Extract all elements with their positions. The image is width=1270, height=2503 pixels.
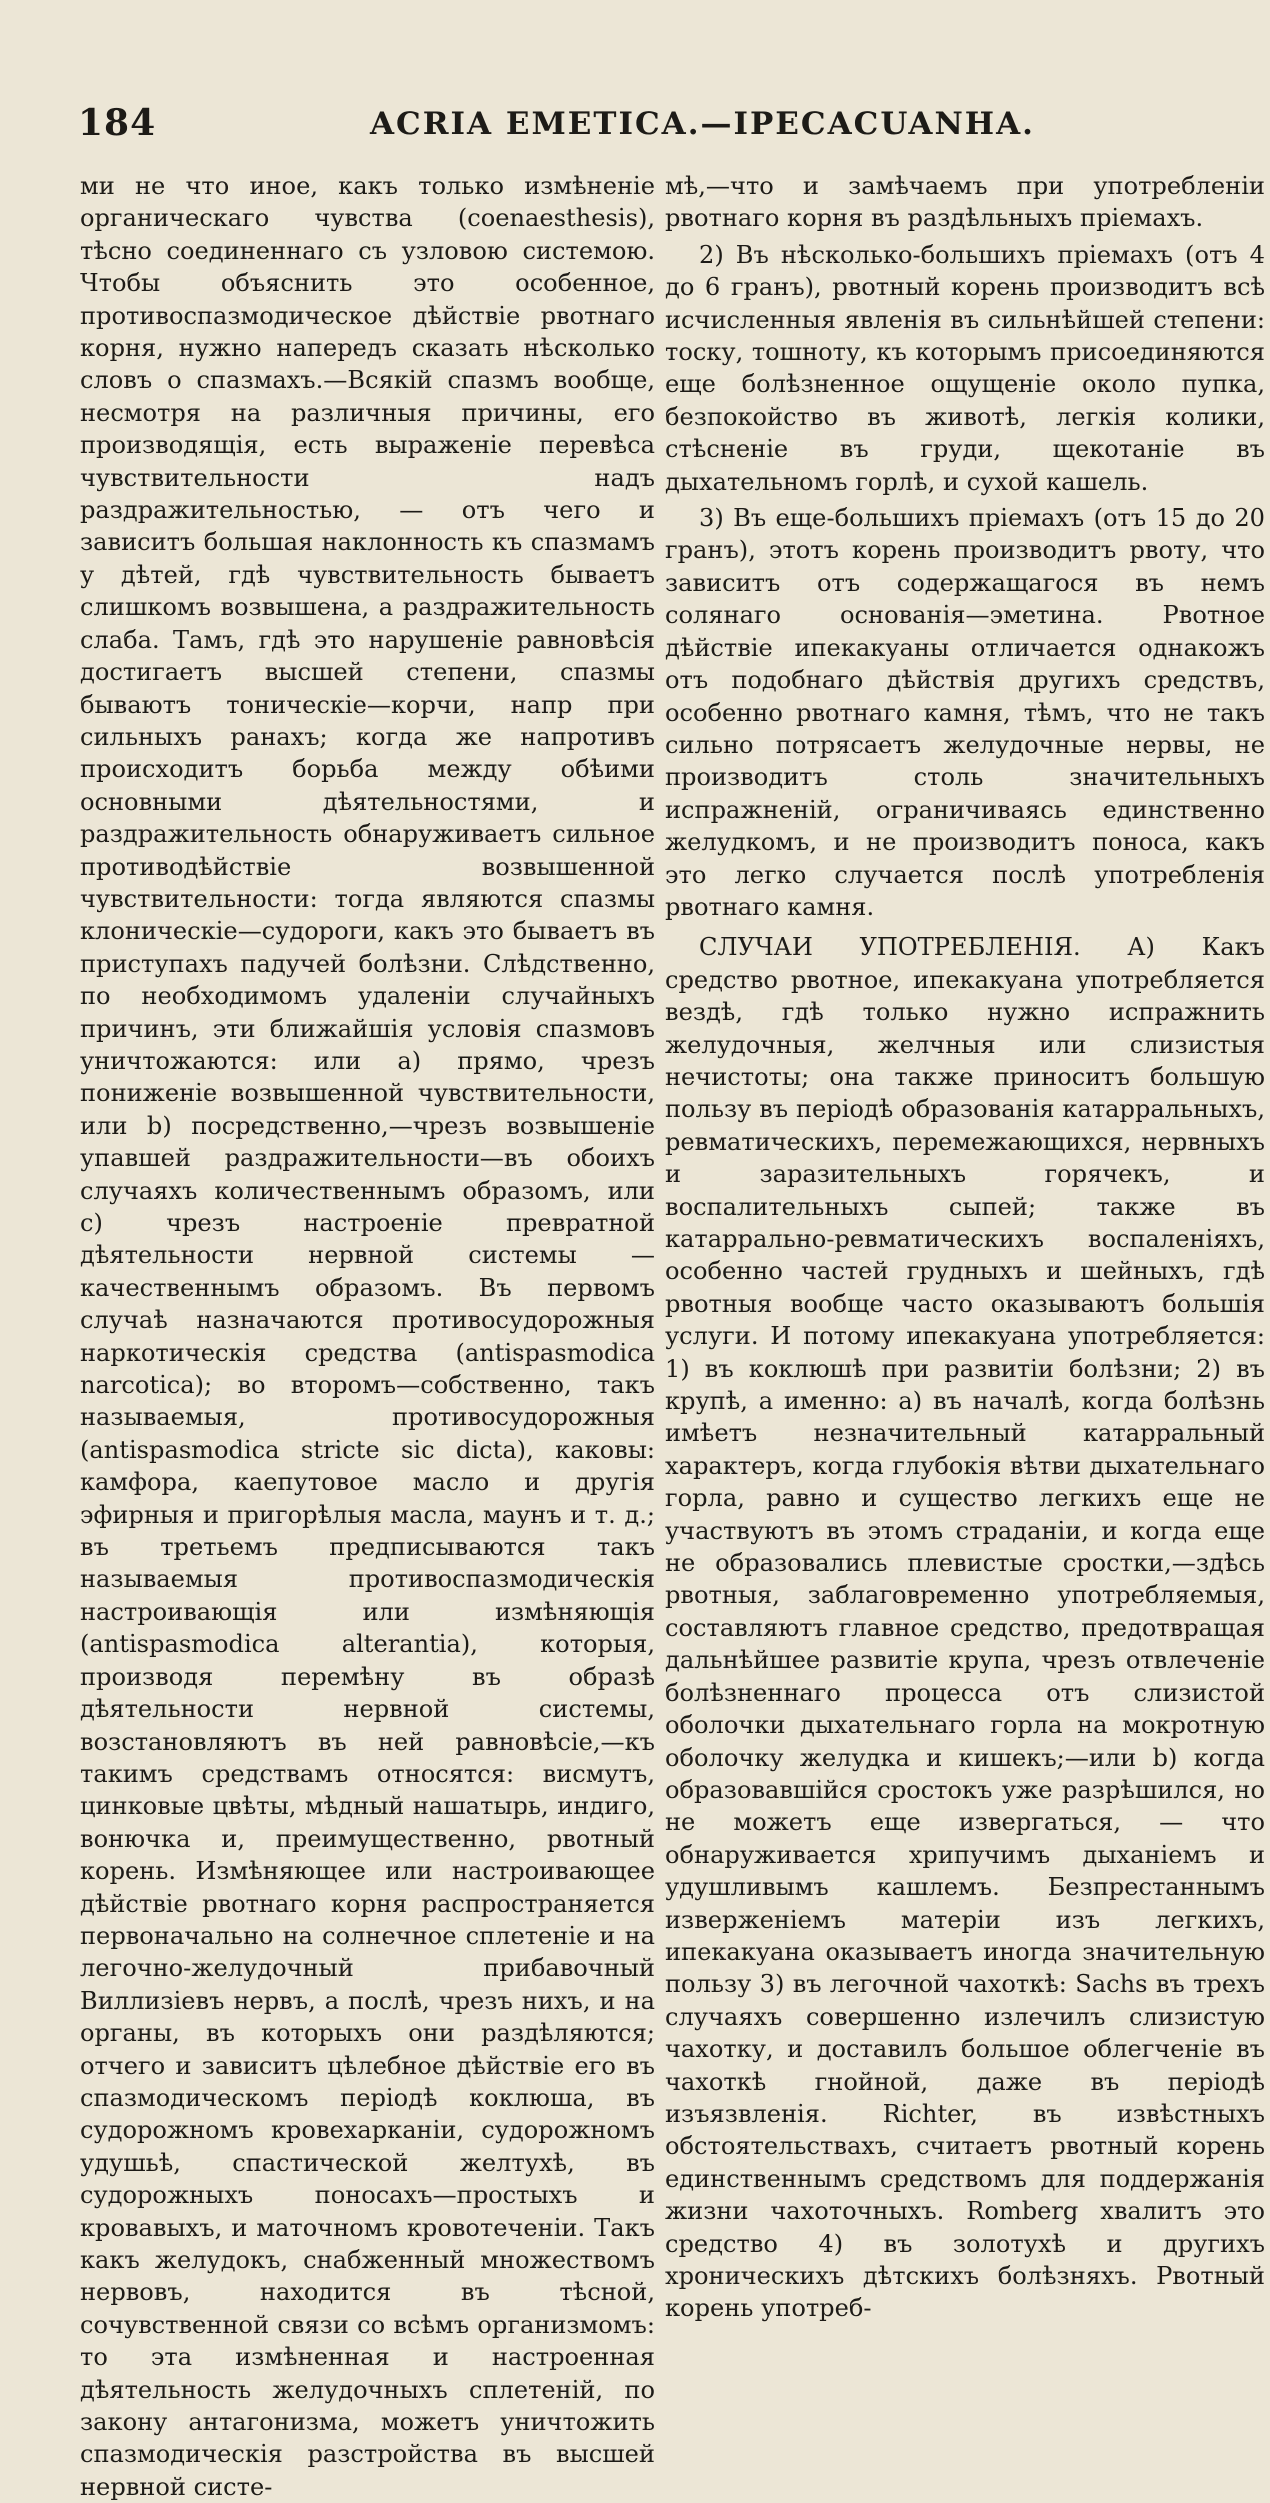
running-title: ACRIA EMETICA.—IPECACUANHA.: [370, 106, 1035, 142]
page-header: [78, 102, 1238, 148]
section-paragraph: СЛУЧАИ УПОТРЕБЛЕНІЯ. А) Какъ средство рвотное, ипекакуана употребляется вездѣ, гдѣ только нужно испражнить желудочныя, желчныя или слизистыя нечистоты; она также приноситъ большую пользу въ періодѣ образованія катарральныхъ, ревматическихъ, перемежающихся, нервныхъ и заразительныхъ горячекъ, и воспалительныхъ сыпей; также въ катаррально-ревматическихъ воспаленіяхъ, особенно частей грудныхъ и шейныхъ, гдѣ рвотныя вообще часто оказываютъ большія услуги. И потому ипекакуана употребляется: 1) въ коклюшѣ при развитіи болѣзни; 2) въ крупѣ, а именно: а) въ началѣ, когда болѣзнь имѣетъ незначительный катарральный характеръ, когда глубокія вѣтви дыхательнаго горла, равно и существо легкихъ еще не участвуютъ въ этомъ страданіи, и когда еще не образовались плевистые сростки,—здѣсь рвотныя, заблаговременно употребляемыя, составляютъ главное средство, предотвращая дальнѣйшее развитіе крупа, чрезъ отвлеченіе болѣзненнаго процесса отъ слизистой оболочки дыхательнаго горла на мокротную оболочку желудка и кишекъ;—или b) когда образовавшійся сростокъ уже разрѣшился, но не можетъ еще извергаться, — что обнаруживается хрипучимъ дыханіемъ и удушливымъ кашлемъ. Безпрестаннымъ изверженіемъ матеріи изъ легкихъ, ипекакуана оказываетъ иногда значительную пользу 3) въ легочной чахоткѣ: Sachs въ трехъ случаяхъ совершенно излечилъ слизистую чахотку, и доставилъ большое облегченіе въ чахоткѣ гнойной, даже въ періодѣ изъязвленія. Richter, въ извѣстныхъ обстоятельствахъ, считаетъ рвотный корень единственнымъ средствомъ для поддержанія жизни чахоточныхъ. Romberg хвалитъ это средство 4) въ золотухѣ и другихъ хроническихъ дѣтскихъ болѣзняхъ. Рвотный корень употреб-: [665, 933, 1265, 2323]
left-column: [80, 170, 655, 2503]
paragraph: мѣ,—что и замѣчаемъ при употребленіи рвотнаго корня въ раздѣльныхъ пріемахъ.: [665, 172, 1265, 233]
paragraph: ми не что иное, какъ только измѣненіе органическаго чувства (coenaesthesis), тѣсно соединеннаго съ узловою системою. Чтобы объяснить это особенное, противоспазмодическое дѣйствіе рвотнаго корня, нужно напередъ сказать нѣсколько словъ о спазмахъ.—Всякій спазмъ вообще, несмотря на различныя причины, его производящія, есть выраженіе перевѣса чувствительности надъ раздражительностью, — отъ чего и зависитъ большая наклонность къ спазмамъ у дѣтей, гдѣ чувствительность бываетъ слишкомъ возвышена, а раздражительность слаба. Тамъ, гдѣ это нарушеніе равновѣсія достигаетъ высшей степени, спазмы бываютъ тоническіе—корчи, напр при сильныхъ ранахъ; когда же напротивъ происходитъ борьба между обѣими основными дѣятельностями, и раздражительность обнаруживаетъ сильное противодѣйствіе возвышенной чувствительности: тогда являются спазмы клоническіе—судороги, какъ это бываетъ въ приступахъ падучей болѣзни. Слѣдственно, по необходимомъ удаленіи случайныхъ причинъ, эти ближайшія условія спазмовъ уничтожаются: или а) прямо, чрезъ пониженіе возвышенной чувствительности, или b) посредственно,—чрезъ возвышеніе упавшей раздражительности—въ обоихъ случаяхъ количественнымъ образомъ, или с) чрезъ настроеніе превратной дѣятельности нервной системы — качественнымъ образомъ. Въ первомъ случаѣ назначаются противосудорожныя наркотическія средства (antispasmodica narcotica); во второмъ—собственно, такъ называемыя, противосудорожныя (antispasmodica stricte sic dicta), каковы: камфора, каепутовое масло и другія эфирныя и пригорѣлыя масла, маунъ и т. д.; въ третьемъ предписываются такъ называемыя противоспазмодическія настроивающія или измѣняющія (antispasmodica alterantia), которыя, производя перемѣну въ образѣ дѣятельности нервной системы, возстановляютъ въ ней равновѣсіе,—къ такимъ средствамъ относятся: висмутъ, цинковые цвѣты, мѣдный нашатырь, индиго, вонючка и, преимущественно, рвотный корень. Измѣняющее или настроивающее дѣйствіе рвотнаго корня распространяется первоначально на солнечное сплетеніе и на легочно-желудочный прибавочный Виллизіевъ нервъ, а послѣ, чрезъ нихъ, и на органы, въ которыхъ они раздѣляются; отчего и зависитъ цѣлебное дѣйствіе его въ спазмодическомъ періодѣ коклюша, въ судорожномъ кровехарканіи, судорожномъ удушьѣ, спастической желтухѣ, въ судорожныхъ поносахъ—простыхъ и кровавыхъ, и маточномъ кровотеченіи. Такъ какъ желудокъ, снабженный множествомъ нервовъ, находится въ тѣсной, сочувственной связи со всѣмъ организмомъ: то эта измѣненная и настроенная дѣятельность желудочныхъ сплетеній, по закону антагонизма, можетъ уничтожить спазмодическія разстройства въ высшей нервной систе-: [80, 172, 655, 2501]
right-column: [665, 170, 1265, 2325]
paragraph: 2) Въ нѣсколько-большихъ пріемахъ (отъ 4 до 6 гранъ), рвотный корень производитъ всѣ исчисленныя явленія въ сильнѣйшей степени: тоску, тошноту, къ которымъ присоединяются еще болѣзненное ощущеніе около пупка, безпокойство въ животѣ, легкія колики, стѣсненіе въ груди, щекотаніе въ дыхательномъ горлѣ, и сухой кашель.: [665, 240, 1265, 496]
paragraph: 3) Въ еще-большихъ пріемахъ (отъ 15 до 20 гранъ), этотъ корень производитъ рвоту, что зависитъ отъ содержащагося въ немъ солянаго основанія—эметина. Рвотное дѣйствіе ипекакуаны отличается однакожъ отъ подобнаго дѣйствія другихъ средствъ, особенно рвотнаго камня, тѣмъ, что не такъ сильно потрясаетъ желудочные нервы, не производитъ столь значительныхъ испражненій, ограничиваясь единственно желудкомъ, и не производитъ поноса, какъ это легко случается послѣ употребленія рвотнаго камня.: [665, 504, 1265, 921]
page-number: 184: [78, 102, 157, 144]
